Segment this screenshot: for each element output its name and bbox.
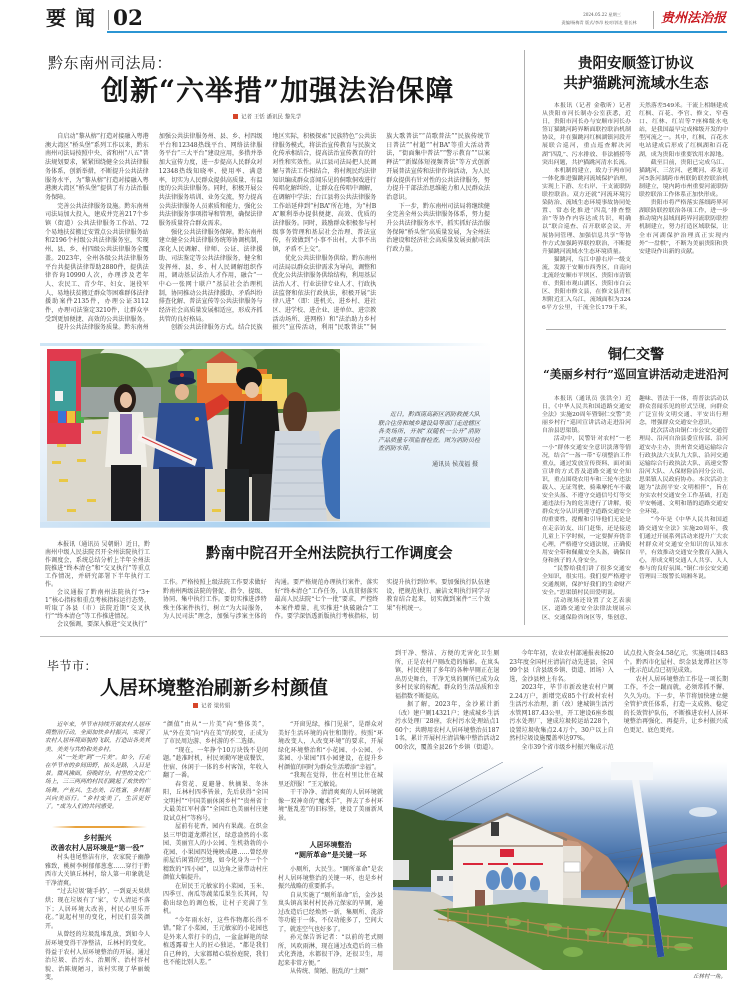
article-paragraph: 2023年，毕节市新改建农村户厕2.24万户，新增完成85个行政村农村生活污水治理，新（改）建城镇生活污水管网187.43公里，开工建设6座乡级污水处理厂，建成垃圾转运站228个，设置垃圾收集点2.4万个，30户以上自然村垃圾设施覆盖率达97%。 bbox=[509, 684, 614, 742]
intro-paragraph: 从“一处美”到“一片美”。如今，行走在毕节市的乡间田野，抬头是路，入目是景。微风拂面，傍晚时分，村里的文化广场上，三三两两的村民们跳起了欢快的广场舞。产业兴、生态美、百姓富，乡村振兴向美而行。“乡村变美了，生活更好了。”成为人们的共同感受。 bbox=[45, 754, 150, 811]
lead-story-headline: 创新“六举措”加强法治保障 bbox=[101, 74, 455, 107]
tongren-story-body bbox=[542, 395, 728, 622]
article-paragraph: 干干净净、清清爽爽的人居环境就像一双神奇的“魔术手”，挥去了乡村环境“脏乱差”的旧标签，建设了美丽新风景。 bbox=[278, 789, 383, 822]
article-paragraph: “民警给我们讲了很多交通安全知识，很实用。我们要严格遵守交通规则，保护好我们的生命财产安全。”思渠镇村民田爱明说。 bbox=[542, 565, 631, 597]
article-paragraph: 本报讯（通讯员 吴朝娟）近日，黔南州中级人民法院召开全州法院执行工作调度会，系统总结分析上半年全州法院推进“终本清仓”和“交叉执行”等重点工作情况，并研究部署下半年执行工作。 bbox=[45, 541, 150, 588]
newspaper-masthead: 贵州法治报 bbox=[661, 11, 727, 26]
article-paragraph: “今年是《中华人民共和国道路交通安全法》实施20周年，我们通过开展系列活动来提升广大农村群众对交通安全知识的认知水平，有效推动交通安全教育入脑入心，形成文明交通人人共享、人人参与的良好氛围。”铜仁市公安交通管理局三级警长周湘冬说。 bbox=[639, 517, 728, 581]
photo-panel-bottom-band bbox=[40, 522, 490, 527]
article-paragraph: 创新公共法律服务方式。结合民族地区实际，积极探索“民族特色”公共法律服务模式，将法治宣传教育与民族文化传承相结合，提高法治宣传教育的针对性和实效性。从江县司法局把人民调解与普法工作相结合，将村规民约法律知识编成群众喜闻乐见的侗歌侗戏进行传唱化解纠纷，让群众在传唱中调解，在调解中学法；台江县将公共法律服务工作站延伸到“村BA”所在地，为“村BA”顺利举办提供便捷、高效、优质的法律服务。同时，鼓励群众积极参与村级事务管理和基层社会治理、普法宣传，有效做到“小事不出村，大事不出镇，矛盾不上交”。 bbox=[170, 133, 377, 332]
subhead-line: “厕所革命”是关键一环 bbox=[294, 850, 367, 859]
article-paragraph: 活动中，民警针对农村“一老一小”群体交通安全意识淡薄等情况，结合“一盔一带”专项整治工作重点，通过发放宣传资料、面对面宣讲的方式普及道路交通安全知识，重点围绕农用车和三轮车违法载人、无证驾驶、骑乘摩托车不戴安全头盔、不遵守交通信号灯等交通违法行为的危害进行了讲解，使群众充分认识到遵守道路交通安全的重要性，提醒和引导他们无论是在走亲访友、出门赶集，还是接送儿童上下学时候，一定要摒弃侥幸心理，严格遵守交通法规，正确使用安全带和佩戴安全头盔，确保自身和孩子的人身安全。 bbox=[542, 436, 631, 564]
subhead-line: 乡村振兴 bbox=[83, 834, 112, 842]
article-paragraph: 会议强调，要深入推进“交叉执行” bbox=[57, 621, 148, 628]
tongren-story-headline-line2: “美丽乡村行”巡回宣讲活动走进沿河 bbox=[543, 367, 729, 381]
article-paragraph: 在居民王元敏家的小菜园，玉米、四季豆、南瓜等蔬菜瓜果生长其间，勾勒出绿色的调色板，让村子充满了生机。 bbox=[163, 882, 268, 915]
article-paragraph: 本机制的建立，致力于两市同一体化推进猫跳河流域保护治理，实现上下游、左右岸、干支流联防联控联治。双方还就“河流环境污染防治、流域生态环境事故协同处置、常态化推进‘四乱’排查整治”等协作内容达成共识，明确以“联合巡查、召开联席会议、开展协同管理、加强信息共享”等协作方式加强跨界联控联治，不断提升猫跳河流域水生态环境质量。 bbox=[542, 167, 631, 255]
page-number: 02 bbox=[113, 6, 143, 31]
article-paragraph: 屋前有花香，园内有果蔬。在织金县三甲街道龙潭社区，绿意盎然的小菜园、美丽宜人的小公园、生机勃勃的小花园、小果园四处掩映成趣……曾经房前屋后闲置的空地，如今化身为一个个精致的“四小园”，以边角之景带动村庄颜值大幅提升。 bbox=[163, 823, 268, 881]
photo-panel-top-band bbox=[40, 343, 490, 346]
masthead-divider bbox=[653, 11, 654, 29]
article-paragraph: 农村人居环境整治工作是一项长期工作，不会一蹴而就，必须常抓不懈、久久为功。下一步，毕节将加快建立健全管护责任体系，打造一支成熟、稳定的长效管护队伍，不断推进农村人居环境整治再强化、再提升，让乡村振兴成色更足、底色更亮。 bbox=[623, 675, 728, 734]
photo-caption-text: 近日，黔西南高新区消防救援大队联合住房和城乡建设局等部门走进辖区各类场所，开展“双随机一公开”消防产品质量专项监督检查。图为消防员检查消防水带。 bbox=[378, 411, 481, 452]
article-paragraph: “开窗见绿，推门见景”，是群众对美好生活环境的向往和期待。按照“环境改变人，人改变环境”的要求，开展绿化环境整治和“小花园、小公园、小菜园、小果园”四小园建设，在提升乡村颜值的同时为群众生活增添“幸福”。 bbox=[278, 721, 383, 771]
subhead-toilet-revolution bbox=[278, 841, 383, 860]
issue-date: 2024.05.22 星期三 bbox=[583, 12, 621, 17]
solar-panel bbox=[611, 762, 653, 780]
article-paragraph: 此次活动由铜仁市公安交通管理局、沿河自治县委宣传部、沿河道安办主办，贵州省交通运输综合行政执法六支队九大队、沿河交通运输综合行政执法大队、高速交警沿河大队、人保财险沿河分公司、思渠镇人民政府协办。本次活动主题为“法润平安·文明相伴”，旨在夯实农村交通安全工作基础，打造平安畅通、文明和谐的道路交通安全环境。 bbox=[639, 428, 728, 516]
article-paragraph: 强化公共法律服务保障。黔东南州建立健全公共法律服务统筹协调机制，深化人民调解、律师、公证、法律援助、司法鉴定等公共法律服务，健全和发挥州、县、乡、村人民调解组织作用，调动基层法治人才作用，融合“一中心一张网十联户”基层社会治理机制，协同推动公共法律援助、矛盾纠纷排查化解、普法宣传等公共法律服务与经济社会高质量发展相适应，形成齐抓共管的良好格局。 bbox=[158, 228, 263, 323]
bijie-column-2 bbox=[163, 721, 268, 987]
teal-wall bbox=[50, 361, 76, 411]
subhead-ornament-rule bbox=[52, 826, 147, 828]
article-paragraph: 贵阳市将严格落实落细跨界河湖联防联控联治各项工作，进一步推动境内县域间跨界河流联防联控机制建立，努力打造区域联保，让全市河湖保护治理真正实现内外“一盘棋”，不断为美丽贵阳和贵安建设作出新的贡献。 bbox=[639, 200, 728, 255]
tongren-story-headline-line1: 铜仁交警 bbox=[608, 347, 664, 363]
article-paragraph: 会议通报了黔南州法院执行“3+1”核心指标和重点考核指标运行态势，听取了各县（市）法院近期“交叉执行”“终本清仓”等工作推进情况。 bbox=[45, 589, 150, 620]
article-paragraph: 工作。严格按照上级法院工作要求做好黔南州两级法院的督促、指令、提级、协同、集中执行工作。要切实推进涉特殊主体案件执行，树立“为大局服务，为人民司法”理念，加强与涉案主体的沟通。要严格规范办理执行案件，落实好“终本清仓”工作任务，认真贯彻落实最高人民法院“七个一批”要求，严控终本案件增量，扎实推进“执破融合”工作。要学深悟透新版执行考核指标，切实提升执行到位率。要加强执行队伍建设，把规范执行、廉洁文明执行同学习教育结合起来，切实做到案件“三个效果”有机统一。 bbox=[163, 579, 490, 621]
village-photo-caption: 丘林村一角。 bbox=[692, 974, 726, 980]
intro-paragraph: 近年来，毕节市持续开展农村人居环境整治行动，全面加快乡村振兴，实现了农村人居环境面貌的飞跃，打造出各美其美、美美与共的和美乡村。 bbox=[45, 722, 150, 753]
byline-marker-icon bbox=[233, 114, 238, 119]
bijie-story-headline: 人居环境整治刷新乡村颜值 bbox=[100, 677, 329, 699]
byline-text: 记者 王恬 潘讯民 黎先学 bbox=[241, 114, 302, 121]
article-paragraph: 活动现场还设置了文艺表演区、道路交通安全法律法规展示区、交通保险咨询区等，集创意、趣味、普法于一体，将普法活动以群众喜闻乐见的形式呈现，向群众广泛宣传文明交通、平安出行理念，增强群众交通安全意识。 bbox=[542, 396, 728, 621]
article-paragraph: 提升公共法律服务质量。黔东南州加强公共法律服务州、县、乡、村四级平台和12348热线平台、网络法律服务平台“三大平台”建设应用，多措并举加大宣传力度，进一步提高人民群众对12348热线知晓率、使用率、满意率，切实为人民群众提供高质量、有温度的公共法律服务。同时，积极开展公共法律服务培训、业务交流，努力提高公共法律服务人员素质和能力，强化公共法律服务事项指导和管理，确保法律服务质量符合群众需求。 bbox=[57, 133, 263, 332]
article-paragraph: 本报讯（记者 金敬昕）记者从贵阳市河长制办公室获悉，近日，贵阳市河长办与安顺市河长办签订猫跳河跨界断面联控联治机制协议，并在猫跳河红枫湖镇河段开展联合巡河，重点巡查解决河湖“四乱”、污水排放、非法捕捞等突出问题，共护猫跳河清水长流。 bbox=[542, 103, 631, 166]
header-rule bbox=[107, 31, 727, 33]
cloud bbox=[689, 807, 717, 817]
article-paragraph: 到干净、整洁、方便的无害化卫生厕所，正是农村户厕改造的缩影。在岚头镇，村民使用了多年的各种旱厕正在退出历史舞台，干净无臭的厕所已成为众多村民家的标配，群众的生活品质和幸福指数不断提高。 bbox=[395, 650, 500, 700]
court-story-headline: 黔南中院召开全州法院执行工作调度会 bbox=[206, 545, 453, 562]
article-paragraph: 截至目前，贵阳已完成乌江、猫跳河、三岔河、老鹰河、养龙司河5条河湖跨市州联防联控联治机制建立，境内跨市州重要河流联防联控联治工作体系正加快形成。 bbox=[639, 159, 728, 199]
article-paragraph: 从传统、简陋、脏乱的“土厕” bbox=[290, 968, 369, 975]
article-paragraph: 孙元保告诉记者：“以前的老式厕所，风吹雨淋，现在通过改造后的三格式化粪池，水都很干净，还很卫生，用起来非常方便。” bbox=[278, 934, 383, 967]
article-paragraph: 小厕所，大民生。“厕所革命”是农村人居环境整治的关键一环，也是乡村振兴战略的重要抓手。 bbox=[278, 866, 383, 890]
article-paragraph: 从曾经的垃圾乱堆乱放，到如今人居环境变得干净整洁，丘林村的变化，得益于农村人居环境整治的开展。通过治垃圾、治污水、治厕所、治村容村貌、治陈规陋习，该村实现了华丽蜕变， bbox=[45, 931, 150, 982]
court-story-lead-column bbox=[45, 541, 150, 631]
court-story-body bbox=[163, 579, 490, 623]
article-paragraph: 全市39个省市级乡村振兴集成示范试点投入资金4.58亿元，实施项目483个。黔西市化屋村、织金县龙潭社区等一批示范试点已初见成效。 bbox=[521, 650, 728, 751]
lead-story-body bbox=[45, 133, 490, 334]
bijie-story-byline bbox=[193, 703, 230, 711]
article-paragraph: 下一步，黔东南州司法局将继续健全完善全州公共法律服务体系，努力提升公共法律服务水平，抓实抓好法治服务保障“桥头堡”高质量发展，为全州法治建设和经济社会高质量发展贡献司法行政力量。 bbox=[386, 202, 490, 254]
fire-inspection-photo bbox=[47, 349, 340, 521]
guiyang-story-headline-line1: 贵阳安顺签订协议 bbox=[578, 55, 694, 72]
window bbox=[55, 391, 63, 401]
article-paragraph: 今年年初，农业农村部通报表扬2023年度全国村庄清洁行动先进县，全国99个县（含县级乡镇、街道、团场）入选，金沙县榜上有名。 bbox=[509, 650, 614, 683]
article-paragraph: “我现在觉得，住在村里比住在城里还舒服！”王元敏说。 bbox=[278, 772, 383, 788]
article-paragraph: 完善公共法律服务设施。黔东南州司法局加大投入，建成并完善217个乡镇（街道）公共法律服务工作站、72个易地扶贫搬迁安置点公共法律服务站和2196个村级公共法律服务室，实现州、县、乡、村四级公共法律服务全覆盖。2023年，全州各级公共法律服务平台共提供法律帮助2880件，提供法律咨询10990人次，办理涉及老年人、农民工、青少年、妇女、退役军人、易地扶贫搬迁群众等困难群体法律援助案件2135件，办理公证3112件，办理司法鉴定3210件，让群众享受到更加便捷、高效的公共法律服务。 bbox=[45, 202, 149, 323]
article-paragraph: “过去垃圾‘随手扔’，一到夏天臭烘烘；现在垃圾有了‘家’，专人清运不落下；人居环境大改善，村民心里乐开花。”说起村里的变化，村民们喜笑颜开。 bbox=[45, 888, 150, 930]
section-title: 要闻 bbox=[46, 6, 104, 30]
section-divider bbox=[40, 636, 728, 637]
lead-story-kicker: 黔东南州司法局： bbox=[48, 54, 173, 72]
subhead-rural-revitalization bbox=[45, 834, 150, 853]
bijie-columns-4-to-6 bbox=[395, 650, 728, 753]
column-divider bbox=[524, 50, 525, 625]
photo-caption bbox=[378, 411, 480, 454]
article-paragraph: “今年雨水好，这些作物都长得不错。”除了小菜园，王元敏家的小花园也是外来人常打卡的点，一盆盆鲜艳的绿植透露着主人的匠心独运，“都是我们自己种的，大家都精心装扮庭院，我们也不能比别人差。” bbox=[163, 916, 268, 966]
byline-text: 记者 梁传娟 bbox=[201, 703, 231, 710]
header-divider bbox=[108, 10, 109, 30]
article-paragraph: 自启动“黎从榕”打造对接融入粤港澳大湾区“桥头堡”系列工作以来，黔东南州司法局按照中央、省和州“八五”普法规划要求，紧紧围绕健全公共法律服务体系，创新举措，不断提升公共法律服务水平，为“黎从榕”打造对接融入粤港澳大湾区“桥头堡”提供了有力法治服务保障。 bbox=[45, 133, 149, 201]
article-paragraph: 据了解，2023年，金沙累计新（改）建户厕14321户；建成城乡生活污水处理厂28座，农村污水处理站点160个；共聘用农村人居环境整治员1871名，累计开展村庄清洁集中整治活动200余次，覆盖全县26个乡镇（街道）。 bbox=[395, 701, 500, 751]
guiyang-story-body bbox=[542, 102, 728, 313]
editor-credits: 责编/杨梅青 版式/李昂 校对/郭龙 曹长林 bbox=[561, 20, 637, 25]
article-paragraph: 春赏花、夏避暑、秋摘果、冬沐阳，丘林村四季皆景，先后获得“全国文明村”“中国美丽休闲乡村”“贵州省十大最美红军村落”“全国红色美丽村庄建设试点村”等称号。 bbox=[163, 780, 268, 822]
guiyang-story-headline-line2: 共护猫跳河流域水生态 bbox=[563, 75, 709, 92]
bijie-story-intro bbox=[45, 721, 150, 820]
subhead-line: 人居环境整治 bbox=[309, 841, 352, 849]
article-paragraph: 本报讯（通讯员 张洪全）近日，《中华人民共和国道路交通安全法》实施20周年暨铜仁交警“美丽乡村行”巡回宣讲活动走进沿河自治县思渠镇。 bbox=[542, 396, 631, 435]
article-paragraph: 优化公共法律服务供给。黔东南州司法局以群众法律需求为导向，调整和优化公共法律服务供给结构，利用基层法治人才、行业法律专业人才、行政执法监督和依法行政执法，积极开展“法律八进”（即：进机关、进乡村、进社区、进学校、进企业、进单位、进宗教活动场所、进网格）和“法治助力乡村振兴”宣传活动，利用“民歌普法”“侗族大歌普法”“苗歌普法”“民族传统节日普法”“村超”“村BA”等重大活动普法，“街面集中普法”“警示教育”“以案释法”“新媒体短视频普法”等方式创新开展普法宣传和法律咨询活动，为人民群众提供有针对性的公共法律服务，努力提升干部法治思维能力和人民群众法治意识。 bbox=[272, 133, 490, 332]
article-paragraph: 村头巷尾整洁有序，农家院子幽静雅致，桃树李树郁郁葱葱……穿行于黔西市大关镇丘林村，给人第一印象就是干净清爽。 bbox=[45, 854, 150, 887]
bijie-column-1 bbox=[45, 854, 150, 984]
story-divider bbox=[546, 329, 726, 330]
bijie-column-3-top bbox=[278, 721, 383, 832]
article-paragraph: 自从实施了“厕所革命”后，金沙县岚头镇高果村村民孙元保家的旱厕，通过改造后已经焕然一新，集厕所、洗浴等功能于一体，不仅功能多了，空间大了，就连空气也好多了。 bbox=[278, 891, 383, 933]
article-paragraph: 猫跳河，乌江中游右岸一级支流，发源于安顺市西秀区，自南向北流经安顺市平坝区、贵阳市清镇市、贵阳市观山湖区、贵阳市白云区、贵阳市修文县，在修文县青杠坝附近汇入乌江，流域面积为3246平方公里，干流全长179千米，天然落差549米。干流上相继建成红枫、百花、李官、修文、窄巷口、红林、红岩等7座梯级水电站，是我国最早完成梯级开发的中型河流之一。其中，红枫、百花水电站建成后形成了红枫湖和百花湖，成为贵阳市重要饮用水源地。 bbox=[542, 103, 728, 312]
village-photo bbox=[393, 762, 727, 970]
bijie-story-kicker: 毕节市： bbox=[47, 659, 98, 673]
article-paragraph: “现在，一年挣个10万块钱不是问题。”趁准时机，村民刘勤军建成餐饮、住宿、休闲于一体的乡村客馆，年收入翻了一番。 bbox=[163, 746, 268, 779]
article-paragraph: “颜值”由从“一片美”向“整体美”，从“外在美”向“内在美”的转变，正成为了市民周边游、乡村游的不二选择。 bbox=[163, 721, 268, 745]
bijie-column-3-bottom bbox=[278, 866, 383, 986]
byline-marker-icon bbox=[193, 703, 198, 708]
lead-story-byline bbox=[233, 114, 301, 122]
photo-credit: 通讯员 侯茂福 摄 bbox=[432, 461, 478, 468]
subhead-line: 改善农村人居环境是“第一役” bbox=[50, 843, 145, 852]
